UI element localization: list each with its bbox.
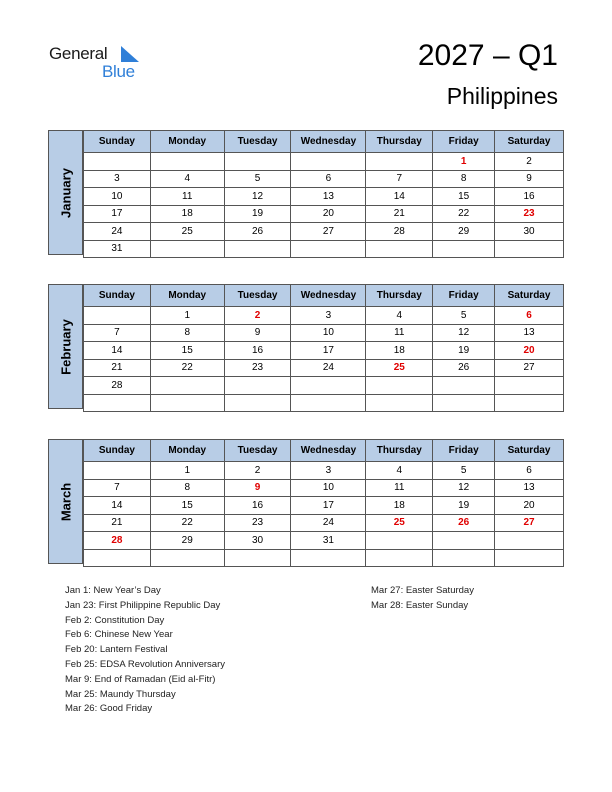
- day-cell: 16: [224, 497, 291, 515]
- day-cell: [224, 549, 291, 567]
- day-cell: 10: [291, 479, 366, 497]
- day-cell: 16: [224, 342, 291, 360]
- day-cell: 25: [366, 359, 433, 377]
- day-cell: 7: [84, 324, 151, 342]
- day-cell: 14: [366, 188, 433, 206]
- day-cell: 12: [224, 188, 291, 206]
- day-cell: [84, 307, 151, 325]
- day-cell: 18: [366, 497, 433, 515]
- weekday-header: Sunday: [84, 285, 151, 307]
- day-cell: 11: [150, 188, 224, 206]
- weekday-header: Friday: [433, 131, 495, 153]
- day-cell: [433, 549, 495, 567]
- day-cell: [224, 394, 291, 412]
- month-grid: [83, 130, 564, 258]
- day-cell: 5: [224, 170, 291, 188]
- week-row: [84, 549, 564, 567]
- day-cell: [291, 549, 366, 567]
- day-cell: 6: [495, 462, 564, 480]
- week-row: [84, 170, 564, 188]
- day-cell: 8: [433, 170, 495, 188]
- weekday-header: Saturday: [495, 131, 564, 153]
- day-cell: 7: [84, 479, 151, 497]
- day-cell: 5: [433, 462, 495, 480]
- day-cell: 23: [495, 205, 564, 223]
- day-cell: [84, 394, 151, 412]
- day-cell: 12: [433, 324, 495, 342]
- weekday-header: Tuesday: [224, 285, 291, 307]
- day-cell: 16: [495, 188, 564, 206]
- month-grid: [83, 439, 564, 567]
- week-row: [84, 462, 564, 480]
- day-cell: [84, 462, 151, 480]
- holiday-note: Mar 28: Easter Sunday: [371, 599, 469, 611]
- holiday-note: Mar 26: Good Friday: [65, 703, 153, 715]
- day-cell: 15: [433, 188, 495, 206]
- holiday-note: Jan 23: First Philippine Republic Day: [65, 599, 221, 611]
- day-cell: 2: [224, 307, 291, 325]
- day-cell: 12: [433, 479, 495, 497]
- day-cell: 14: [84, 342, 151, 360]
- day-cell: 21: [84, 514, 151, 532]
- day-cell: [366, 394, 433, 412]
- day-cell: [366, 240, 433, 258]
- month-label: [48, 130, 83, 255]
- day-cell: 17: [291, 342, 366, 360]
- weekday-header: Thursday: [366, 285, 433, 307]
- day-cell: 7: [366, 170, 433, 188]
- day-cell: 18: [366, 342, 433, 360]
- day-cell: 28: [366, 223, 433, 241]
- day-cell: 26: [433, 514, 495, 532]
- month-label: [48, 284, 83, 409]
- day-cell: 22: [150, 359, 224, 377]
- day-cell: 9: [224, 324, 291, 342]
- day-cell: 26: [433, 359, 495, 377]
- week-row: [84, 153, 564, 171]
- day-cell: [150, 153, 224, 171]
- day-cell: 22: [150, 514, 224, 532]
- weekday-header: Monday: [150, 131, 224, 153]
- day-cell: 20: [291, 205, 366, 223]
- week-row: [84, 377, 564, 395]
- logo-triangle-icon: [121, 46, 139, 62]
- day-cell: 13: [291, 188, 366, 206]
- holiday-note: Mar 25: Maundy Thursday: [65, 688, 176, 700]
- day-cell: 28: [84, 532, 151, 550]
- day-cell: 22: [433, 205, 495, 223]
- day-cell: 10: [291, 324, 366, 342]
- day-cell: 17: [291, 497, 366, 515]
- holiday-note: Mar 27: Easter Saturday: [371, 585, 474, 596]
- day-cell: 14: [84, 497, 151, 515]
- holiday-notes-left: [65, 584, 225, 717]
- holiday-note: Feb 6: Chinese New Year: [65, 629, 173, 641]
- day-cell: 23: [224, 359, 291, 377]
- day-cell: 10: [84, 188, 151, 206]
- logo-text-blue: Blue: [102, 62, 135, 81]
- holiday-note: Feb 25: EDSA Revolution Anniversary: [65, 658, 226, 670]
- day-cell: [291, 394, 366, 412]
- weekday-header: Thursday: [366, 131, 433, 153]
- day-cell: 8: [150, 324, 224, 342]
- month-name: March: [58, 482, 73, 521]
- month-grid: [83, 284, 564, 412]
- weekday-header: Friday: [433, 285, 495, 307]
- day-cell: 24: [84, 223, 151, 241]
- day-cell: 4: [150, 170, 224, 188]
- day-cell: 4: [366, 307, 433, 325]
- day-cell: [291, 377, 366, 395]
- day-cell: 9: [224, 479, 291, 497]
- day-cell: 3: [84, 170, 151, 188]
- day-cell: [495, 549, 564, 567]
- day-cell: 17: [84, 205, 151, 223]
- holiday-note: Feb 2: Constitution Day: [65, 614, 165, 626]
- week-row: [84, 205, 564, 223]
- day-cell: 21: [84, 359, 151, 377]
- day-cell: 9: [495, 170, 564, 188]
- day-cell: 3: [291, 462, 366, 480]
- day-cell: 29: [150, 532, 224, 550]
- day-cell: 31: [291, 532, 366, 550]
- weekday-header: Tuesday: [224, 131, 291, 153]
- weekday-header: Saturday: [495, 440, 564, 462]
- month-calendar: [48, 130, 564, 255]
- day-cell: [224, 153, 291, 171]
- day-cell: [366, 153, 433, 171]
- day-cell: [150, 549, 224, 567]
- day-cell: 13: [495, 324, 564, 342]
- week-row: [84, 532, 564, 550]
- day-cell: 18: [150, 205, 224, 223]
- day-cell: [495, 532, 564, 550]
- day-cell: [150, 394, 224, 412]
- day-cell: 27: [495, 514, 564, 532]
- weekday-header: Sunday: [84, 131, 151, 153]
- day-cell: 6: [495, 307, 564, 325]
- page-title: 2027 – Q1: [417, 39, 558, 72]
- day-cell: 20: [495, 497, 564, 515]
- country-name: Philippines: [446, 83, 558, 109]
- logo-text-general: General: [49, 44, 108, 63]
- day-cell: [495, 240, 564, 258]
- day-cell: 2: [224, 462, 291, 480]
- brand-logo: [49, 44, 149, 84]
- day-cell: 26: [224, 223, 291, 241]
- day-cell: 1: [150, 307, 224, 325]
- weekday-header: Wednesday: [291, 285, 366, 307]
- week-row: [84, 394, 564, 412]
- week-row: [84, 223, 564, 241]
- day-cell: [366, 549, 433, 567]
- holiday-note: Feb 20: Lantern Festival: [65, 644, 168, 656]
- month-label: [48, 439, 83, 564]
- day-cell: 8: [150, 479, 224, 497]
- day-cell: [433, 532, 495, 550]
- day-cell: [291, 240, 366, 258]
- day-cell: [495, 377, 564, 395]
- holiday-notes-right: [371, 584, 474, 614]
- month-name: February: [58, 318, 73, 375]
- day-cell: [433, 240, 495, 258]
- week-row: [84, 514, 564, 532]
- day-cell: 30: [495, 223, 564, 241]
- weekday-header: Wednesday: [291, 440, 366, 462]
- weekday-header: Saturday: [495, 285, 564, 307]
- day-cell: 27: [291, 223, 366, 241]
- day-cell: [433, 377, 495, 395]
- day-cell: 21: [366, 205, 433, 223]
- day-cell: [366, 377, 433, 395]
- day-cell: [366, 532, 433, 550]
- day-cell: 11: [366, 324, 433, 342]
- day-cell: 31: [84, 240, 151, 258]
- day-cell: [150, 377, 224, 395]
- weekday-header: Wednesday: [291, 131, 366, 153]
- day-cell: 30: [224, 532, 291, 550]
- day-cell: [224, 377, 291, 395]
- day-cell: 15: [150, 497, 224, 515]
- day-cell: 4: [366, 462, 433, 480]
- day-cell: 20: [495, 342, 564, 360]
- month-name: January: [58, 167, 73, 218]
- day-cell: [150, 240, 224, 258]
- day-cell: 19: [224, 205, 291, 223]
- day-cell: 3: [291, 307, 366, 325]
- day-cell: 2: [495, 153, 564, 171]
- day-cell: 29: [433, 223, 495, 241]
- day-cell: [495, 394, 564, 412]
- day-cell: 5: [433, 307, 495, 325]
- day-cell: 15: [150, 342, 224, 360]
- week-row: [84, 497, 564, 515]
- month-calendar: [48, 439, 564, 564]
- week-row: [84, 240, 564, 258]
- week-row: [84, 479, 564, 497]
- weekday-header: Tuesday: [224, 440, 291, 462]
- day-cell: 1: [150, 462, 224, 480]
- weekday-header: Sunday: [84, 440, 151, 462]
- week-row: [84, 359, 564, 377]
- day-cell: 19: [433, 497, 495, 515]
- day-cell: [433, 394, 495, 412]
- day-cell: [224, 240, 291, 258]
- week-row: [84, 188, 564, 206]
- weekday-header: Thursday: [366, 440, 433, 462]
- week-row: [84, 307, 564, 325]
- weekday-header: Friday: [433, 440, 495, 462]
- day-cell: 25: [150, 223, 224, 241]
- day-cell: 6: [291, 170, 366, 188]
- day-cell: 19: [433, 342, 495, 360]
- day-cell: 13: [495, 479, 564, 497]
- week-row: [84, 342, 564, 360]
- day-cell: 1: [433, 153, 495, 171]
- month-calendar: [48, 284, 564, 409]
- week-row: [84, 324, 564, 342]
- day-cell: 25: [366, 514, 433, 532]
- holiday-note: Mar 9: End of Ramadan (Eid al-Fitr): [65, 673, 216, 685]
- holiday-note: Jan 1: New Year’s Day: [65, 585, 161, 596]
- weekday-header: Monday: [150, 440, 224, 462]
- day-cell: 28: [84, 377, 151, 395]
- day-cell: [291, 153, 366, 171]
- day-cell: 24: [291, 359, 366, 377]
- day-cell: 24: [291, 514, 366, 532]
- day-cell: [84, 549, 151, 567]
- day-cell: [84, 153, 151, 171]
- day-cell: 23: [224, 514, 291, 532]
- weekday-header: Monday: [150, 285, 224, 307]
- day-cell: 11: [366, 479, 433, 497]
- day-cell: 27: [495, 359, 564, 377]
